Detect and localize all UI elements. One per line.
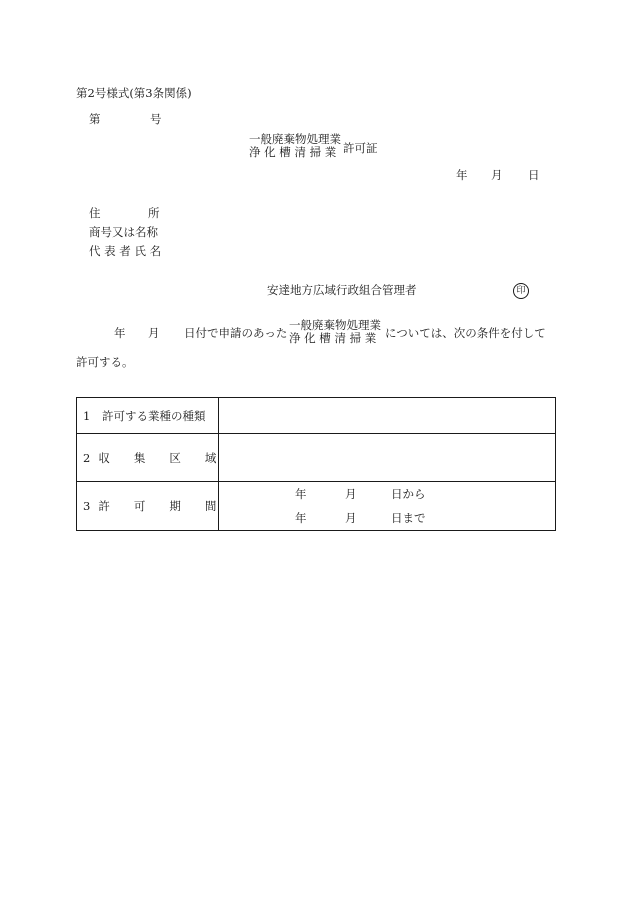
issuer-name: 安達地方広域行政組合管理者 <box>267 283 417 297</box>
row2-label <box>98 450 216 466</box>
table-row <box>77 482 556 531</box>
row3-label-char: 間 <box>204 499 217 513</box>
row2-label-char: 集 <box>133 450 146 465</box>
table-row <box>77 398 556 434</box>
body-text-before: 日付で申請のあった <box>184 326 288 340</box>
body-business-line2: 浄 化 槽 清 掃 業 <box>289 331 377 346</box>
date-day: 日 <box>528 168 540 182</box>
row3-label <box>98 498 216 514</box>
period-end-day: 日まで <box>391 511 426 525</box>
row3-period-cell <box>219 482 556 531</box>
row1-value-cell <box>219 398 556 434</box>
period-end-year: 年 <box>295 511 307 525</box>
period-start-month: 月 <box>345 487 357 501</box>
trade-name-label: 商号又は名称 <box>89 225 158 239</box>
period-start <box>219 482 555 506</box>
row2-label-char: 域 <box>204 450 217 465</box>
period-start-year: 年 <box>295 487 307 501</box>
certificate-title-line1: 一般廃棄物処理業 <box>249 132 341 146</box>
date-year: 年 <box>456 168 468 182</box>
body-year: 年 <box>114 326 126 340</box>
row2-label-cell <box>77 434 219 482</box>
body-month: 月 <box>148 326 160 340</box>
certificate-title-suffix: 許可証 <box>343 141 378 155</box>
row1-number: 1 <box>83 408 91 423</box>
body-business-stack <box>289 319 381 345</box>
period-end <box>219 506 555 530</box>
row2-value-cell <box>219 434 556 482</box>
body-text-after: については、次の条件を付して <box>385 326 546 340</box>
document-number-prefix: 第 <box>89 112 101 126</box>
table-row <box>77 434 556 482</box>
row3-label-char: 許 <box>98 499 110 513</box>
address-label-char1: 住 <box>89 206 101 220</box>
period-start-day: 日から <box>391 487 426 501</box>
certificate-title-line2: 浄 化 槽 清 掃 業 <box>249 145 337 160</box>
row2-label-char: 区 <box>169 450 181 465</box>
row3-label-char: 可 <box>133 499 146 513</box>
certificate-title-stack <box>249 133 341 159</box>
row1-label: 許可する業種の種類 <box>101 408 206 423</box>
document-number-suffix: 号 <box>150 112 162 126</box>
row3-label-char: 期 <box>169 499 181 513</box>
period-end-month: 月 <box>345 511 357 525</box>
conditions-table <box>76 397 556 531</box>
row3-label-cell <box>77 482 219 531</box>
body-continuation: 許可する。 <box>76 355 134 369</box>
body-business-line1: 一般廃棄物処理業 <box>289 318 381 332</box>
address-label-char2: 所 <box>148 206 160 220</box>
row3-number: 3 <box>83 499 91 513</box>
form-number-title: 第2号様式(第3条関係) <box>76 86 192 100</box>
date-month: 月 <box>491 168 503 182</box>
row1-label-cell <box>77 398 219 434</box>
row2-label-char: 収 <box>98 450 110 465</box>
representative-label: 代 表 者 氏 名 <box>89 244 162 258</box>
row2-number: 2 <box>83 450 91 465</box>
seal-mark: 印 <box>513 283 529 299</box>
